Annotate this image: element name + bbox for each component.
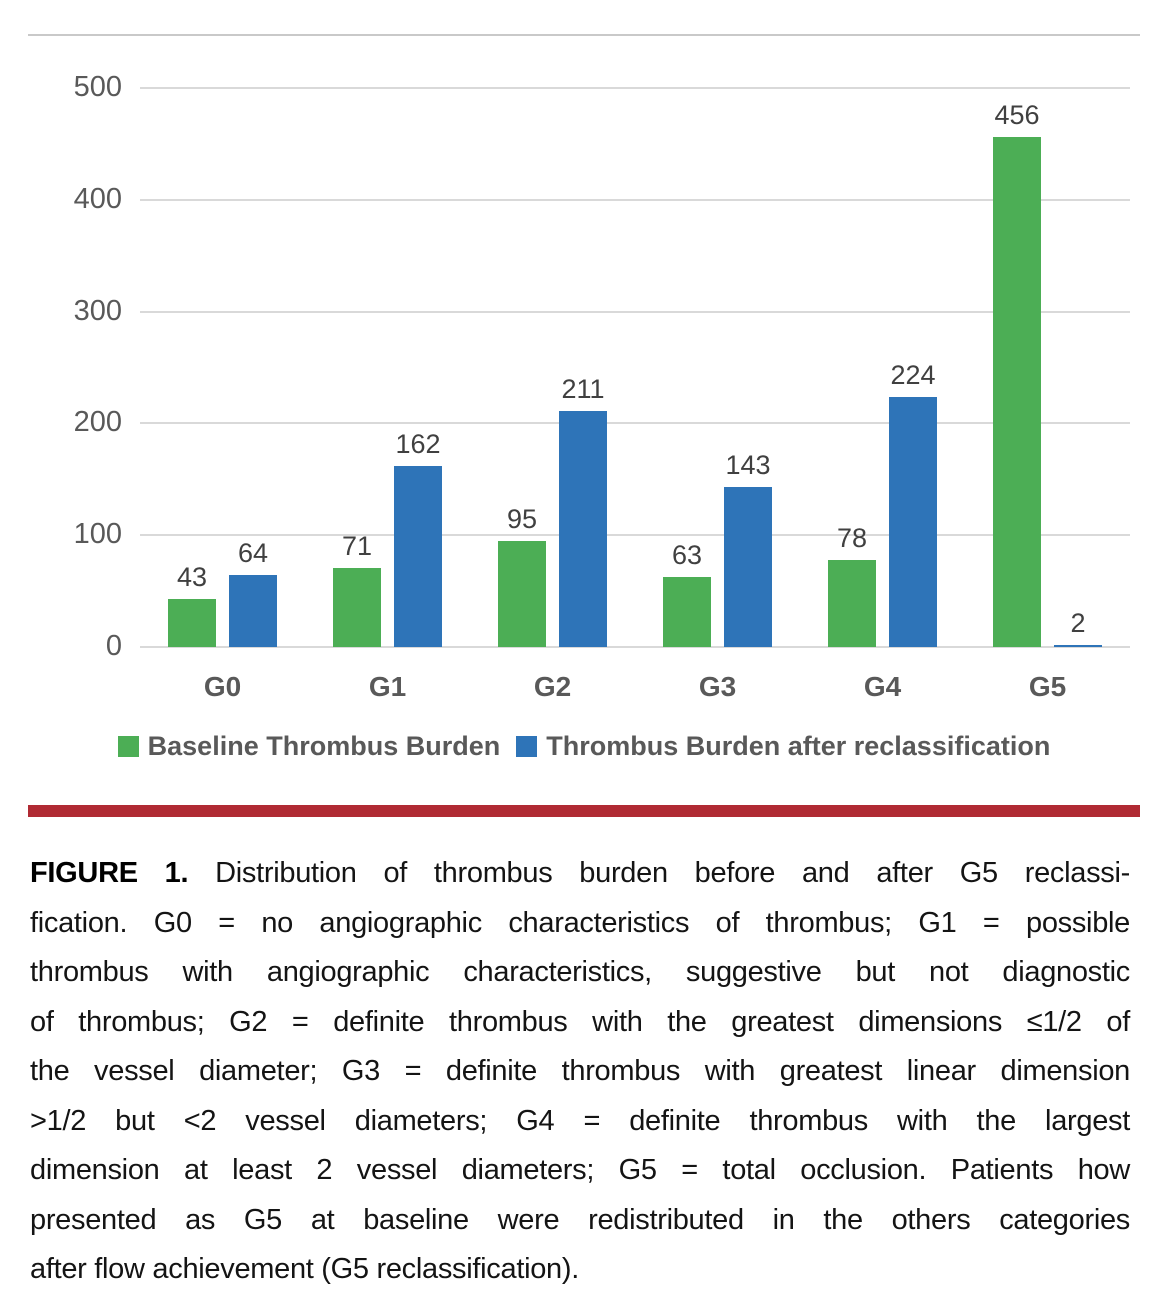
bar-group-g0 (140, 88, 305, 702)
y-tick-label: 500 (73, 71, 122, 103)
bar-wrap (394, 88, 442, 647)
legend-item (516, 731, 1050, 762)
caption-line: >1/2 but <2 vessel diameters; G4 = definite thrombus with the largest (30, 1104, 1130, 1137)
bar (333, 568, 381, 647)
bar-groups (140, 88, 1130, 702)
plot-area (140, 88, 1130, 702)
chart-legend (0, 731, 1168, 762)
caption-line: fication. G0 = no angiographic characteristics of thrombus; G1 = possible (30, 906, 1130, 939)
caption-line: presented as G5 at baseline were redistributed in the others categories (30, 1203, 1130, 1236)
y-tick-label: 200 (73, 406, 122, 439)
category-label: G1 (368, 671, 407, 702)
bar (1054, 645, 1102, 647)
legend-label: Thrombus Burden after reclassification (546, 731, 1051, 761)
legend-label: Baseline Thrombus Burden (147, 731, 501, 761)
caption-line: FIGURE 1. Distribution of thrombus burden before and after G5 reclassi- (30, 857, 1130, 889)
bar-wrap (724, 88, 772, 647)
bar-value-label: 224 (890, 359, 936, 390)
bar (394, 466, 442, 647)
y-tick-label: 400 (73, 182, 122, 215)
bar-value-label: 143 (725, 450, 771, 481)
caption-line: dimension at least 2 vessel diameters; G5 = total occlusion. Patients how (30, 1154, 1130, 1186)
bar-wrap (993, 88, 1041, 647)
bar-value-label: 456 (994, 100, 1040, 131)
bar (168, 599, 216, 647)
bar (828, 560, 876, 647)
category-label: G4 (863, 671, 902, 702)
bar-wrap (889, 88, 937, 647)
bar-value-label: 2 (1070, 607, 1086, 638)
bar-value-label: 162 (395, 428, 441, 459)
bar (498, 541, 546, 647)
y-tick-label: 0 (105, 630, 122, 662)
bar-wrap (663, 88, 711, 647)
bar-wrap (229, 88, 277, 647)
bar-group-g3 (635, 88, 800, 702)
bar-wrap (498, 88, 546, 647)
bar-value-label: 211 (561, 374, 605, 405)
caption-line: the vessel diameter; G3 = definite thrombus with greatest linear dimension (30, 1055, 1130, 1087)
y-tick-label: 100 (73, 518, 122, 551)
figure-divider-rule (28, 805, 1140, 817)
bar (229, 575, 277, 647)
caption-line: thrombus with angiographic characteristics, suggestive but not diagnostic (30, 956, 1130, 988)
category-label: G3 (698, 671, 737, 702)
y-tick-label: 300 (73, 294, 122, 327)
caption-line: after flow achievement (G5 reclassification). (30, 1253, 579, 1285)
bar (559, 411, 607, 647)
bar-value-label: 43 (176, 561, 208, 592)
bar-value-label: 71 (341, 530, 373, 561)
bar-value-label: 78 (836, 522, 868, 553)
bar-wrap (1054, 88, 1102, 647)
bar-value-label: 64 (237, 538, 269, 569)
bar (889, 397, 937, 647)
bar-group-g5 (965, 88, 1130, 702)
caption-figure-label: FIGURE 1. (30, 857, 189, 889)
legend-item (118, 731, 501, 762)
bar-group-g2 (470, 88, 635, 702)
figure-caption (30, 849, 1130, 1295)
category-label: G2 (533, 671, 572, 702)
caption-line: of thrombus; G2 = definite thrombus with the greatest dimensions ≤1/2 of (30, 1005, 1130, 1038)
category-label: G5 (1028, 671, 1067, 702)
bar (663, 577, 711, 647)
y-axis-tick-labels (0, 71, 122, 662)
bar-group-g4 (800, 88, 965, 702)
legend-swatch-icon (118, 736, 139, 757)
bar-wrap (168, 88, 216, 647)
category-label: G0 (203, 671, 242, 702)
bar-value-label: 95 (506, 503, 538, 534)
bar-wrap (333, 88, 381, 647)
bar-value-label: 63 (671, 539, 703, 570)
bar (724, 487, 772, 647)
legend-swatch-icon (516, 736, 537, 757)
bar-wrap (559, 88, 607, 647)
bar-group-g1 (305, 88, 470, 702)
bar (993, 137, 1041, 647)
bar-wrap (828, 88, 876, 647)
